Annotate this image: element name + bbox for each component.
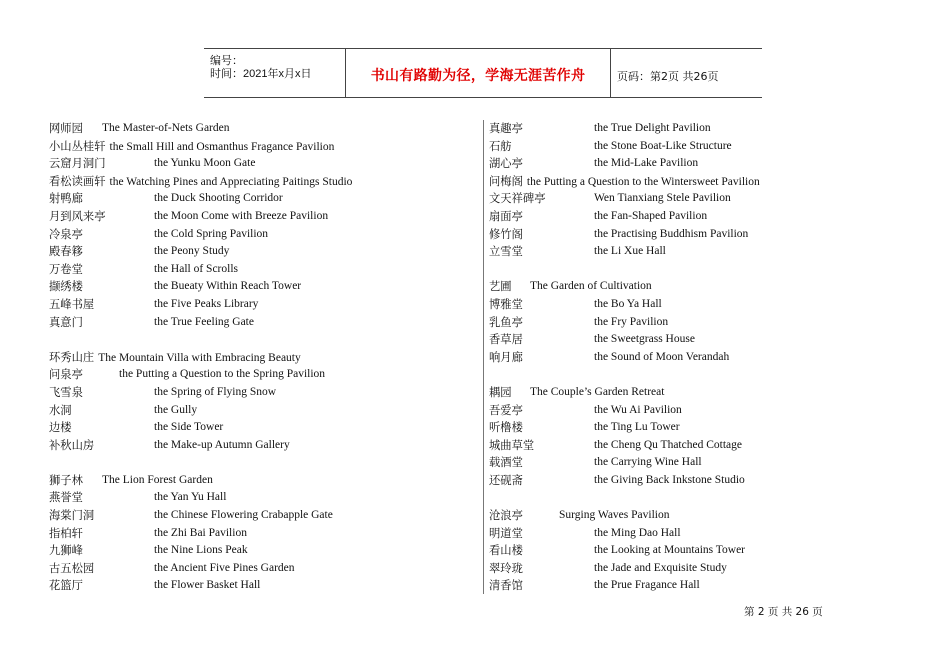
glossary-row [49, 489, 479, 507]
chinese-term: 万卷堂 [49, 262, 83, 276]
glossary-row [49, 472, 479, 490]
english-term: Wen Tianxiang Stele Pavilion [594, 192, 731, 205]
page-info: 页码：第2页 共26页 [617, 70, 719, 83]
english-term: the Ancient Five Pines Garden [154, 561, 295, 574]
chinese-term: 真趣亭 [489, 122, 523, 135]
motto-text: 书山有路勤为径，学海无涯苦作舟 [370, 68, 586, 84]
chinese-term: 狮子林 [49, 473, 83, 487]
glossary-row [49, 261, 479, 279]
glossary-row [49, 366, 479, 384]
glossary-row [489, 314, 789, 332]
chinese-term: 燕誉堂 [49, 491, 83, 505]
english-term: the Prue Fragance Hall [594, 579, 700, 592]
glossary-row [49, 208, 479, 226]
chinese-term: 看山楼 [489, 544, 523, 558]
glossary-row [49, 226, 479, 244]
chinese-term: 小山丛桂轩 [49, 139, 106, 153]
spacer-row [489, 261, 789, 279]
glossary-row [489, 226, 789, 244]
glossary-row [49, 402, 479, 420]
english-term: the Sweetgrass House [594, 333, 695, 346]
glossary-row [489, 472, 789, 490]
english-term: the Yunku Moon Gate [154, 157, 256, 170]
right-term-list [489, 120, 789, 595]
glossary-row [489, 296, 789, 314]
glossary-row [49, 437, 479, 455]
english-term: the Sound of Moon Verandah [594, 350, 730, 363]
chinese-term: 看松读画轩 [49, 174, 106, 188]
chinese-term: 五峰书屋 [49, 297, 95, 311]
english-term: the Small Hill and Osmanthus Fragance Pavilion [109, 140, 335, 153]
spacer-row [49, 454, 479, 472]
chinese-term: 飞雪泉 [49, 385, 83, 399]
glossary-row [49, 525, 479, 543]
chinese-term: 吾爱亭 [489, 403, 523, 417]
chinese-term: 载酒堂 [489, 456, 523, 470]
glossary-row [489, 243, 789, 261]
chinese-term: 沧浪亭 [489, 509, 523, 523]
chinese-term: 水洞 [49, 403, 72, 417]
english-term: the Moon Come with Breeze Pavilion [154, 209, 329, 222]
english-term: the Five Peaks Library [154, 297, 259, 310]
english-term: the Zhi Bai Pavilion [154, 526, 247, 539]
glossary-row [489, 419, 789, 437]
glossary-row [49, 577, 479, 595]
glossary-row [49, 296, 479, 314]
english-term: The Mountain Villa with Embracing Beauty [98, 351, 301, 364]
glossary-row [489, 525, 789, 543]
chinese-term: 香草居 [489, 333, 523, 347]
chinese-term: 问梅阁 [489, 174, 523, 188]
glossary-row [489, 155, 789, 173]
spacer-row [489, 489, 789, 507]
english-term: the Jade and Exquisite Study [594, 561, 727, 574]
english-term: the Duck Shooting Corridor [154, 192, 283, 205]
header-motto-cell [346, 49, 611, 97]
english-term: The Lion Forest Garden [102, 473, 213, 486]
english-term: the Practising Buddhism Pavilion [594, 227, 749, 240]
english-term: the Looking at Mountains Tower [594, 544, 746, 557]
chinese-term: 艺圃 [489, 280, 512, 294]
english-term: the Flower Basket Hall [154, 579, 261, 592]
english-term: the Stone Boat-Like Structure [594, 139, 732, 152]
column-divider [483, 120, 484, 594]
glossary-row [489, 173, 789, 191]
glossary-row [489, 384, 789, 402]
glossary-row [489, 208, 789, 226]
english-term: the Ming Dao Hall [594, 526, 681, 539]
spacer-row [49, 331, 479, 349]
page-footer: 第 2 页 共 26 页 [744, 606, 823, 618]
chinese-term: 扇面亭 [489, 209, 523, 223]
chinese-term: 博雅堂 [489, 297, 523, 311]
chinese-term: 乳鱼亭 [489, 315, 523, 329]
glossary-row [489, 542, 789, 560]
chinese-term: 修竹阁 [489, 227, 523, 241]
chinese-term: 月到风来亭 [49, 209, 106, 223]
left-term-list [49, 120, 479, 595]
chinese-term: 听橹楼 [489, 421, 523, 435]
english-term: Surging Waves Pavilion [559, 509, 670, 522]
english-term: the True Feeling Gate [154, 315, 254, 328]
glossary-row [489, 278, 789, 296]
english-term: the Bo Ya Hall [594, 297, 662, 310]
header-meta-cell [204, 49, 346, 97]
english-term: the True Delight Pavilion [594, 122, 711, 134]
english-term: the Fan-Shaped Pavilion [594, 209, 708, 222]
english-term: the Hall of Scrolls [154, 262, 238, 275]
glossary-row [49, 542, 479, 560]
english-term: the Gully [154, 403, 198, 416]
glossary-row [49, 349, 479, 367]
glossary-row [49, 419, 479, 437]
glossary-row [489, 138, 789, 156]
chinese-term: 冷泉亭 [49, 227, 83, 241]
english-term: the Mid-Lake Pavilion [594, 157, 699, 170]
english-term: the Li Xue Hall [594, 245, 666, 258]
glossary-row [49, 138, 479, 156]
english-term: the Bueaty Within Reach Tower [154, 280, 302, 293]
english-term: The Couple’s Garden Retreat [530, 385, 665, 398]
glossary-row [489, 437, 789, 455]
english-term: the Wu Ai Pavilion [594, 403, 682, 416]
glossary-row [49, 243, 479, 261]
header-page-cell [611, 49, 762, 97]
english-term: the Carrying Wine Hall [594, 456, 702, 469]
chinese-term: 指柏轩 [49, 526, 83, 540]
chinese-term: 城曲草堂 [489, 438, 535, 452]
chinese-term: 撷绣楼 [49, 280, 83, 294]
english-term: the Spring of Flying Snow [154, 385, 277, 398]
chinese-term: 还砚斋 [489, 473, 523, 487]
english-term: the Putting a Question to the Wintersweet Pavilion [526, 175, 760, 188]
glossary-row [49, 314, 479, 332]
english-term: The Master-of-Nets Garden [102, 122, 230, 134]
english-term: the Make-up Autumn Gallery [154, 438, 290, 451]
english-term: the Watching Pines and Appreciating Paitings Studio [109, 175, 353, 188]
chinese-term: 响月廊 [489, 350, 523, 364]
chinese-term: 九狮峰 [49, 544, 83, 558]
chinese-term: 花篮厅 [49, 579, 83, 593]
chinese-term: 清香馆 [489, 579, 523, 593]
glossary-row [489, 402, 789, 420]
number-label: 编号： [210, 55, 243, 67]
glossary-row [489, 331, 789, 349]
chinese-term: 立雪堂 [489, 245, 523, 259]
glossary-row [49, 173, 479, 191]
glossary-row [49, 507, 479, 525]
chinese-term: 耦园 [489, 385, 512, 399]
chinese-term: 网师园 [49, 122, 83, 135]
english-term: the Side Tower [154, 421, 224, 434]
english-term: the Peony Study [154, 245, 230, 258]
time-label: 时间：2021年x月x日 [210, 68, 312, 80]
chinese-term: 石舫 [489, 139, 512, 153]
chinese-term: 问泉亭 [49, 368, 83, 382]
glossary-row [489, 507, 789, 525]
glossary-row [489, 577, 789, 595]
english-term: the Fry Pavilion [594, 315, 669, 328]
chinese-term: 射鸭廊 [49, 192, 83, 206]
english-term: the Ting Lu Tower [594, 421, 680, 434]
glossary-row [49, 190, 479, 208]
chinese-term: 湖心亭 [489, 157, 523, 171]
glossary-row [489, 454, 789, 472]
glossary-row [49, 278, 479, 296]
english-term: the Nine Lions Peak [154, 544, 248, 557]
glossary-row [49, 120, 479, 138]
chinese-term: 环秀山庄 [49, 350, 95, 364]
glossary-row [489, 349, 789, 367]
english-term: the Cheng Qu Thatched Cottage [594, 438, 742, 451]
chinese-term: 古五松园 [49, 561, 95, 575]
english-term: the Giving Back Inkstone Studio [594, 473, 745, 486]
chinese-term: 文天祥碑亭 [489, 192, 546, 206]
glossary-row [489, 190, 789, 208]
english-term: the Yan Yu Hall [154, 491, 227, 504]
glossary-row [489, 560, 789, 578]
english-term: the Putting a Question to the Spring Pavilion [119, 368, 326, 381]
chinese-term: 边楼 [49, 421, 72, 435]
chinese-term: 殿春簃 [49, 245, 83, 259]
spacer-row [489, 366, 789, 384]
english-term: the Cold Spring Pavilion [154, 227, 269, 240]
page-header [204, 48, 762, 98]
glossary-row [489, 120, 789, 138]
glossary-row [49, 155, 479, 173]
english-term: the Chinese Flowering Crabapple Gate [154, 509, 333, 522]
english-term: The Garden of Cultivation [530, 280, 652, 293]
chinese-term: 海棠门洞 [49, 509, 95, 523]
chinese-term: 补秋山房 [49, 438, 95, 452]
chinese-term: 翠玲珑 [489, 561, 523, 575]
chinese-term: 真意门 [49, 315, 83, 329]
glossary-row [49, 384, 479, 402]
glossary-row [49, 560, 479, 578]
chinese-term: 云窟月洞门 [49, 157, 106, 171]
chinese-term: 明道堂 [489, 526, 523, 540]
